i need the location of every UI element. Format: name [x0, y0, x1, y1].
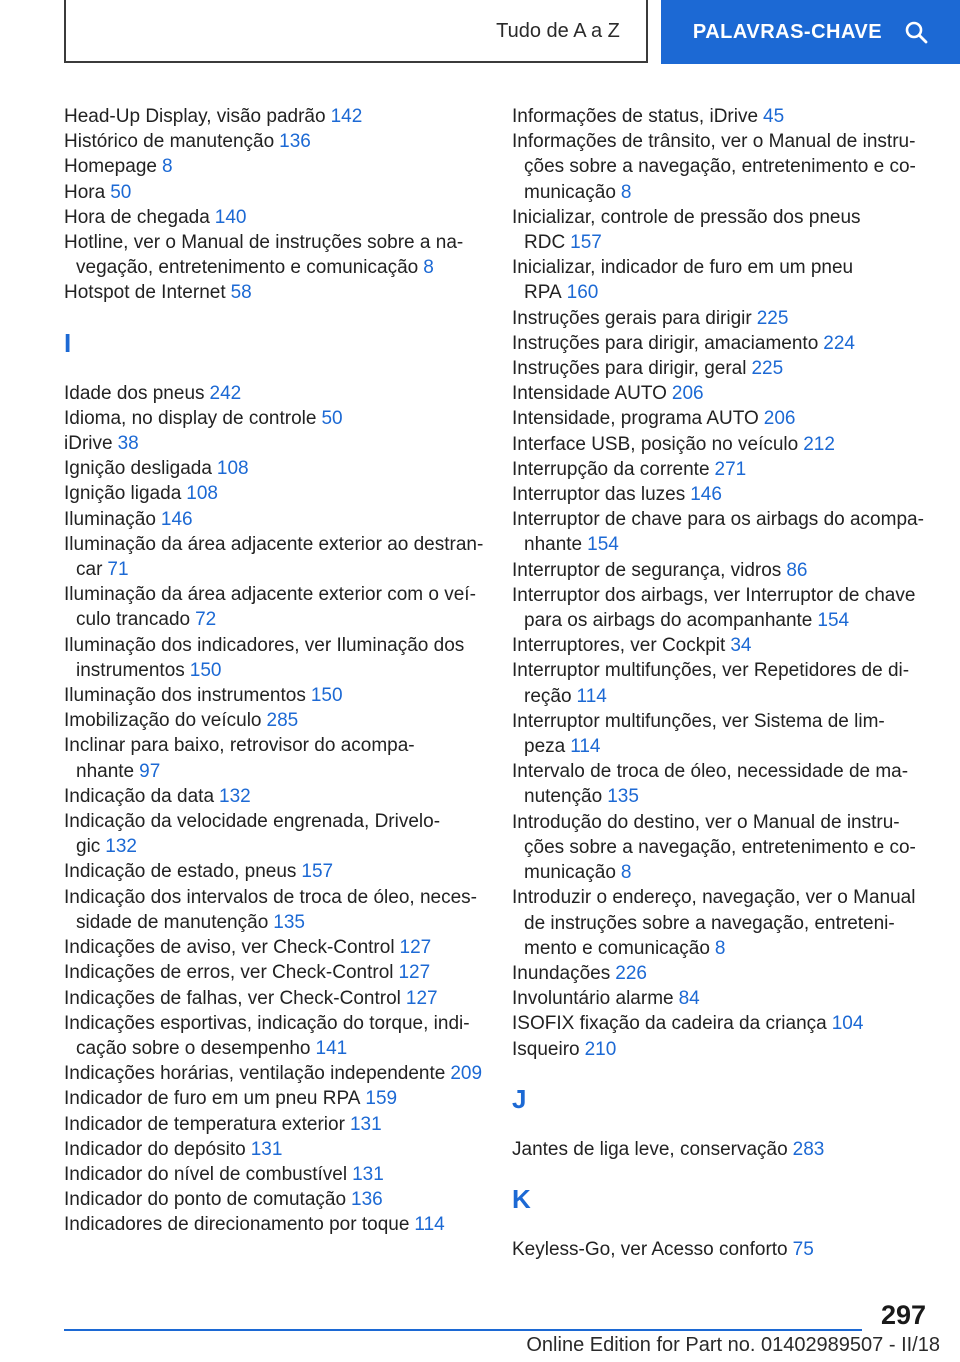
- index-entry-text: Homepage: [64, 156, 157, 178]
- index-entry: [64, 1086, 484, 1111]
- index-entry: [512, 1237, 932, 1262]
- index-entry: [64, 230, 484, 280]
- index-page-link[interactable]: 108: [216, 458, 249, 480]
- index-entry-text: Head-Up Display, visão padrão: [64, 106, 326, 127]
- index-entry-text: Intensidade AUTO: [512, 383, 667, 405]
- index-entry: [512, 406, 932, 431]
- tab-keywords[interactable]: [661, 0, 960, 64]
- index-entry-text: Hora de chegada: [64, 206, 210, 228]
- index-entry: [512, 205, 932, 255]
- index-page-link[interactable]: 285: [266, 710, 299, 732]
- index-entry: [512, 1137, 932, 1162]
- index-page-link[interactable]: 150: [189, 659, 222, 681]
- index-page-link[interactable]: 159: [365, 1088, 398, 1110]
- index-section-letter: J: [512, 1083, 527, 1114]
- index-entry-text: Indicação da velocidade engrenada, Drivelogic: [64, 811, 441, 858]
- index-entry: [64, 733, 484, 783]
- index-entry-text: Iluminação: [64, 508, 156, 530]
- index-entry-text: Introduzir o endereço, navegação, ver o Manual de instruções sobre a navegação, entretenimento e comunicação: [512, 887, 916, 959]
- index-page-link[interactable]: 127: [399, 937, 432, 959]
- index-entry-text: Hora: [64, 181, 106, 203]
- index-entry: [64, 1112, 484, 1137]
- index-entry: [512, 709, 932, 759]
- index-entry-text: Indicador do nível de combustível: [64, 1163, 348, 1185]
- index-entry-text: Interrupção da corrente: [512, 458, 710, 480]
- index-entry: [512, 255, 932, 305]
- index-section-letter: I: [64, 327, 72, 358]
- index-entry: [64, 633, 484, 683]
- index-entry-text: Inicializar, controle de pressão dos pneus RDC: [512, 206, 861, 254]
- index-page-link[interactable]: 157: [301, 861, 334, 883]
- index-entry: [512, 381, 932, 406]
- tab-keywords-label: PALAVRAS-CHAVE: [692, 20, 883, 43]
- index-entry: [512, 356, 932, 381]
- index-page-link[interactable]: 160: [566, 282, 599, 304]
- index-entry: [64, 859, 484, 884]
- search-icon[interactable]: [904, 20, 928, 44]
- index-page-link[interactable]: 114: [570, 736, 601, 758]
- index-entry: [512, 432, 932, 457]
- index-entry-text: Ignição desligada: [64, 458, 212, 480]
- index-page-link[interactable]: 114: [414, 1214, 445, 1236]
- index-page-link[interactable]: 127: [405, 987, 438, 1009]
- index-entry: [512, 810, 932, 886]
- index-page-link[interactable]: 8: [620, 862, 632, 884]
- index-entry: [64, 154, 484, 179]
- index-page-link[interactable]: 84: [678, 988, 700, 1010]
- index-entry-text: Interruptor das luzes: [512, 484, 686, 506]
- index-entry: [512, 1011, 932, 1036]
- index-entry-text: Iluminação dos instrumentos: [64, 685, 306, 707]
- index-entry: [64, 180, 484, 205]
- index-page-link[interactable]: 135: [273, 911, 305, 933]
- index-entry: [64, 431, 484, 456]
- index-entry-text: Informações de status, iDrive: [512, 106, 759, 127]
- index-entry-text: Indicação dos intervalos de troca de óleo, necessidade de manutenção: [64, 886, 477, 933]
- index-entry-text: Informações de trânsito, ver o Manual de instruções sobre a navegação, entretenimento e comunicação: [512, 131, 916, 203]
- index-entry: [64, 129, 484, 154]
- index-entry-text: Indicações de erros, ver Check-Control: [64, 962, 394, 984]
- index-entry-text: Introdução do destino, ver o Manual de instruções sobre a navegação, entretenimento e comunicação: [512, 811, 916, 884]
- index-entry: [512, 633, 932, 658]
- index-entry-text: Interruptor dos airbags, ver Interruptor de chave para os airbags do acompanhante: [512, 584, 916, 632]
- index-entry: [64, 1061, 484, 1086]
- index-page-link[interactable]: 132: [105, 836, 137, 858]
- tab-a-to-z[interactable]: [468, 0, 648, 63]
- index-entry: [64, 1212, 484, 1237]
- index-page-link[interactable]: 8: [161, 156, 173, 178]
- index-entry-text: Interruptor multifunções, ver Sistema de limpeza: [512, 710, 885, 758]
- index-entry-text: Indicações de aviso, ver Check-Control: [64, 937, 395, 959]
- index-section-letter: K: [512, 1183, 531, 1214]
- index-page-link[interactable]: 136: [279, 131, 311, 153]
- index-entry-text: Indicadores de direcionamento por toque: [64, 1214, 410, 1236]
- index-entry: [64, 205, 484, 230]
- index-page-link[interactable]: 150: [310, 685, 343, 707]
- footer-edition-text: Online Edition for Part no. 01402989507 - II/18: [526, 1334, 940, 1356]
- page-number: 297: [880, 1300, 926, 1330]
- index-entry-text: Imobilização do veículo: [64, 710, 262, 732]
- index-entry-text: Interruptor multifunções, ver Repetidores de direção: [512, 660, 910, 707]
- index-entry-text: Interruptores, ver Cockpit: [512, 635, 726, 657]
- index-entry-text: Intervalo de troca de óleo, necessidade de manutenção: [512, 761, 909, 808]
- index-page-link[interactable]: 283: [792, 1138, 825, 1160]
- index-entry: [64, 708, 484, 733]
- index-entry-text: Indicador do depósito: [64, 1138, 246, 1160]
- index-entry: [512, 583, 932, 633]
- index-entry-text: ISOFIX fixação da cadeira da criança: [512, 1013, 827, 1035]
- index-entry: [64, 784, 484, 809]
- index-entry: [64, 582, 484, 632]
- index-page-link[interactable]: 131: [250, 1138, 283, 1160]
- index-entry-text: Ignição ligada: [64, 483, 182, 505]
- index-page-link[interactable]: 271: [714, 458, 747, 480]
- index-entry: [64, 280, 484, 305]
- index-entry: [64, 406, 484, 431]
- index-entry-text: Indicador de furo em um pneu RPA: [64, 1088, 361, 1110]
- index-entry: [512, 331, 932, 356]
- index-entry-text: Inicializar, indicador de furo em um pneu RPA: [512, 257, 854, 304]
- index-page-link[interactable]: 8: [423, 257, 434, 279]
- index-entry: [64, 104, 484, 129]
- index-entry: [64, 986, 484, 1011]
- index-entry-text: Interruptor de chave para os airbags do acompanhante: [512, 509, 924, 556]
- index-entry-text: Instruções gerais para dirigir: [512, 307, 752, 329]
- index-page-link[interactable]: 127: [398, 962, 431, 984]
- index-page-link[interactable]: 154: [817, 610, 850, 632]
- index-entry-text: Iluminação dos indicadores, ver Iluminação dos instrumentos: [64, 634, 465, 681]
- index-entry-text: Interruptor de segurança, vidros: [512, 559, 782, 581]
- index-page-link[interactable]: 72: [195, 609, 217, 631]
- index-page-link[interactable]: 225: [751, 358, 784, 380]
- index-entry: [512, 558, 932, 583]
- index-page-link[interactable]: 50: [110, 181, 132, 203]
- index-page-link[interactable]: 224: [823, 332, 855, 354]
- index-page-link[interactable]: 132: [219, 785, 251, 807]
- index-entry-text: Indicador do ponto de comutação: [64, 1189, 347, 1211]
- index-page-link[interactable]: 212: [803, 433, 835, 455]
- index-entry: [512, 457, 932, 482]
- index-entry: [64, 935, 484, 960]
- tab-a-to-z-label: Tudo de A a Z: [496, 20, 620, 42]
- index-page-link[interactable]: 226: [615, 962, 647, 984]
- index-page-link[interactable]: 142: [330, 106, 363, 127]
- index-entry: [512, 658, 932, 708]
- index-entry: [64, 1162, 484, 1187]
- index-page-link[interactable]: 135: [607, 786, 639, 808]
- index-entry-text: Instruções para dirigir, geral: [512, 358, 747, 380]
- index-page-link[interactable]: 210: [584, 1038, 617, 1060]
- index-page-link[interactable]: 108: [186, 483, 218, 505]
- index-entry-text: Interface USB, posição no veículo: [512, 433, 799, 455]
- index-column-left: [64, 104, 484, 1238]
- index-entry: [64, 885, 484, 935]
- index-page-link[interactable]: 206: [763, 408, 796, 430]
- index-entry-text: Indicações horárias, ventilação independente: [64, 1063, 446, 1085]
- index-entry-text: Indicação da data: [64, 785, 215, 807]
- index-entry: [512, 1037, 932, 1062]
- index-entry-text: Involuntário alarme: [512, 988, 674, 1010]
- index-entry: [512, 759, 932, 809]
- index-entry: [64, 1137, 484, 1162]
- index-page-link[interactable]: 146: [160, 508, 193, 530]
- index-page-link[interactable]: 75: [792, 1238, 814, 1260]
- index-entry-text: Keyless-Go, ver Acesso conforto: [512, 1238, 788, 1260]
- index-entry-text: Hotline, ver o Manual de instruções sobre a navegação, entretenimento e comunicação: [64, 232, 464, 279]
- index-entry-text: Inundações: [512, 962, 611, 984]
- index-entry: [512, 482, 932, 507]
- index-entry: [512, 507, 932, 557]
- index-page-link[interactable]: 206: [671, 383, 704, 405]
- index-page-link[interactable]: 34: [730, 635, 752, 657]
- index-entry: [64, 1187, 484, 1212]
- index-entry: [512, 129, 932, 205]
- index-page-link[interactable]: 97: [139, 760, 161, 782]
- index-page-link[interactable]: 71: [107, 559, 129, 581]
- index-entry: [64, 381, 484, 406]
- index-page-link[interactable]: 242: [209, 382, 242, 404]
- index-column-right: [512, 104, 932, 1262]
- index-page-link[interactable]: 45: [763, 106, 785, 127]
- index-page-link[interactable]: 141: [315, 1037, 348, 1059]
- index-page-link[interactable]: 86: [786, 559, 808, 581]
- index-entry: [64, 456, 484, 481]
- index-page-link[interactable]: 58: [230, 282, 252, 304]
- index-page-link[interactable]: 131: [352, 1163, 384, 1185]
- index-entry-text: Iluminação da área adjacente exterior ao destrancar: [64, 533, 484, 581]
- index-entry: [64, 532, 484, 582]
- index-page-link[interactable]: 8: [620, 181, 632, 203]
- index-entry-text: Indicações esportivas, indicação do torque, indicação sobre o desempenho: [64, 1012, 470, 1059]
- index-page-link[interactable]: 157: [570, 232, 602, 254]
- index-page-link[interactable]: 154: [587, 534, 619, 556]
- index-entry: [512, 986, 932, 1011]
- index-entry-text: Inclinar para baixo, retrovisor do acompanhante: [64, 735, 415, 782]
- index-page-link[interactable]: 8: [714, 937, 726, 959]
- index-entry: [512, 885, 932, 961]
- index-entry-text: Idade dos pneus: [64, 382, 205, 404]
- index-entry-text: Jantes de liga leve, conservação: [512, 1138, 788, 1160]
- index-page-link[interactable]: 225: [756, 307, 789, 329]
- index-entry: [64, 960, 484, 985]
- index-page-link[interactable]: 140: [214, 206, 247, 228]
- footer-divider: [64, 1329, 862, 1331]
- index-entry-text: Histórico de manutenção: [64, 131, 275, 153]
- index-page-link[interactable]: 114: [576, 685, 607, 707]
- index-entry-text: Indicações de falhas, ver Check-Control: [64, 987, 401, 1009]
- index-entry: [64, 1011, 484, 1061]
- index-page-link[interactable]: 131: [349, 1113, 382, 1135]
- index-entry-text: Isqueiro: [512, 1038, 580, 1060]
- index-entry: [512, 104, 932, 129]
- index-entry: [64, 809, 484, 859]
- index-entry: [64, 507, 484, 532]
- index-entry-text: Instruções para dirigir, amaciamento: [512, 332, 819, 354]
- index-entry-text: Idioma, no display de controle: [64, 407, 317, 429]
- index-page-link[interactable]: 136: [351, 1189, 383, 1211]
- index-entry-text: Indicação de estado, pneus: [64, 861, 297, 883]
- index-entry-text: Intensidade, programa AUTO: [512, 408, 759, 430]
- index-page-link[interactable]: 104: [831, 1013, 864, 1035]
- index-page-link[interactable]: 146: [690, 484, 722, 506]
- index-page-link[interactable]: 38: [117, 433, 139, 455]
- index-entry-text: iDrive: [64, 433, 113, 455]
- index-entry: [512, 961, 932, 986]
- index-entry: [64, 683, 484, 708]
- index-page-link[interactable]: 50: [321, 407, 343, 429]
- index-entry-text: Hotspot de Internet: [64, 282, 226, 304]
- index-page-link[interactable]: 209: [450, 1063, 483, 1085]
- index-entry-text: Indicador de temperatura exterior: [64, 1113, 345, 1135]
- index-entry: [512, 306, 932, 331]
- index-entry-text: Iluminação da área adjacente exterior com o veículo trancado: [64, 584, 476, 631]
- index-entry: [64, 481, 484, 506]
